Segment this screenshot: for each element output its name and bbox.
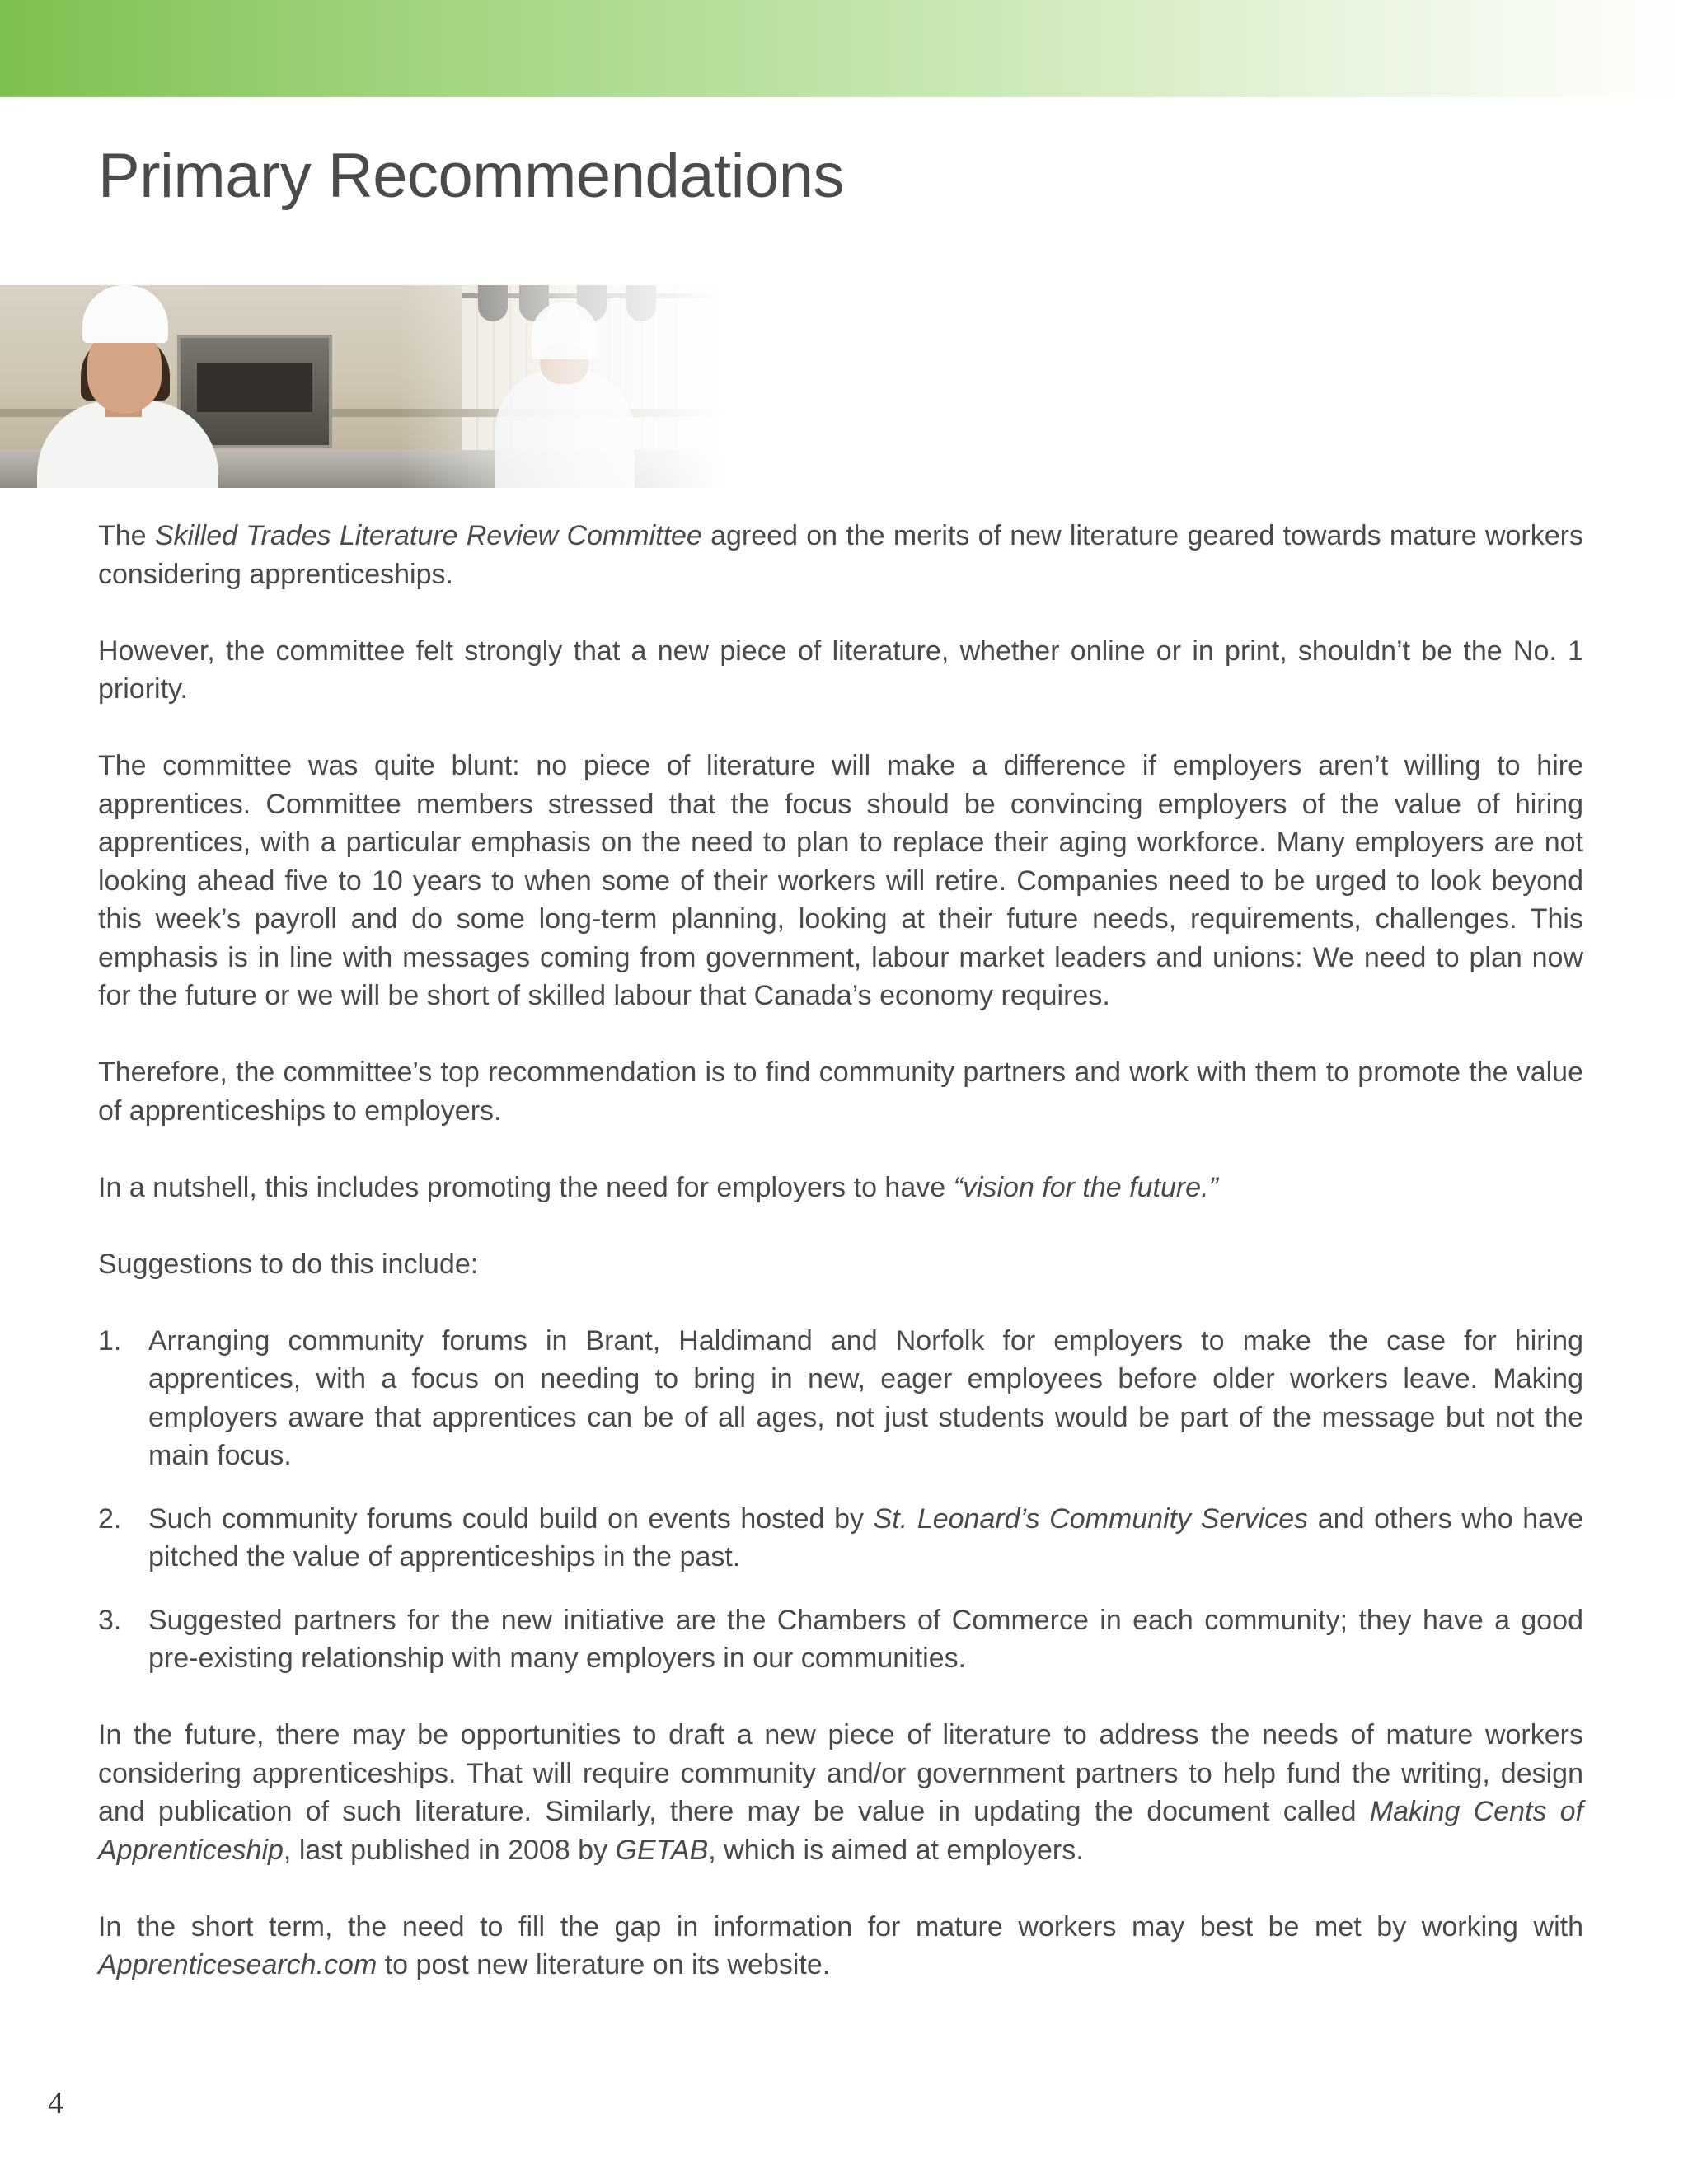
list-item [98,1601,1583,1678]
paragraph-text: In a nutshell, this includes promoting the need for employers to have [98,1171,954,1203]
list-item-number: 3. [98,1604,122,1636]
paragraph-suggestions-intro: Suggestions to do this include: [98,1248,479,1280]
list-item-text: Arranging community forums in Brant, Haldimand and Norfolk for employers to make the case for hiring apprentices, with a focus on needing to bring in new, eager employees before older workers leave. Making employers aware that apprentices can be of all ages, not just students would be part of the message but not the main focus. [148,1324,1583,1471]
header-gradient-band [0,0,1688,97]
list-item-text: and others who have pitched the value of apprenticeships in the past. [148,1502,1583,1572]
organization-name: GETAB [615,1834,709,1866]
paragraph-text: The [98,520,155,551]
website-name: Apprenticesearch.com [98,1949,377,1980]
list-item-number: 1. [98,1324,122,1357]
committee-name: Skilled Trades Literature Review Committee [154,520,702,551]
vision-quote: “vision for the future.” [953,1171,1218,1203]
paragraph-nutshell [98,1169,1583,1207]
paragraph-short-term [98,1908,1583,1985]
paragraph-top-recommendation: Therefore, the committee’s top recommendation is to find community partners and work with them to promote the value of apprenticeships to employers. [98,1057,1583,1127]
document-title: Making Cents of Apprenticeship [98,1796,1584,1866]
paragraph-text: to post new literature on its website. [377,1949,831,1980]
photo-fade-overlay [0,285,725,488]
page-title: Primary Recommendations [98,141,845,211]
list-item-text: Such community forums could build on events hosted by [148,1502,874,1535]
paragraph-text: agreed on the merits of new literature geared towards mature workers considering apprenticeships. [98,520,1583,590]
list-item-text: Suggested partners for the new initiative are the Chambers of Commerce in each community; they have a good pre-existing relationship with many employers in our communities. [148,1604,1583,1674]
organization-name: St. Leonard’s Community Services [873,1502,1309,1535]
list-item-number: 2. [98,1502,122,1535]
paragraph-future-literature [98,1716,1583,1869]
paragraph-text: , last published in 2008 by [283,1834,616,1866]
list-item [98,1500,1583,1577]
kitchen-chefs-photo-icon [0,285,725,488]
body-text [98,517,1583,2022]
paragraph-text: In the future, there may be opportunities to draft a new piece of literature to address the needs of mature workers considering apprenticeships. That will require community and/or government partners to help fund the writing, design and publication of such literature. Similarly, there may be value in updating the document called [98,1719,1583,1827]
paragraph-intro [98,517,1583,593]
paragraph-blunt: The committee was quite blunt: no piece of literature will make a difference if employers aren’t willing to hire apprentices. Committee members stressed that the focus should be convincing employers of the value of hiring apprentices, with a particular emphasis on the need to plan to replace their aging workforce. Many employers are not looking ahead five to 10 years to when some of their workers will retire. Companies need to be urged to look beyond this week’s payroll and do some long-term planning, looking at their future needs, requirements, challenges. This emphasis is in line with messages coming from government, labour market leaders and unions: We need to plan now for the future or we will be short of skilled labour that Canada’s economy requires. [98,750,1583,1011]
page-number: 4 [48,2086,63,2121]
suggestions-list [98,1322,1583,1678]
list-item [98,1322,1583,1475]
paragraph-priority: However, the committee felt strongly that a new piece of literature, whether online or in print, shouldn’t be the No. 1 priority. [98,635,1583,705]
paragraph-text: In the short term, the need to fill the gap in information for mature workers may best be met by working with [98,1910,1583,1943]
paragraph-text: , which is aimed at employers. [708,1834,1084,1866]
